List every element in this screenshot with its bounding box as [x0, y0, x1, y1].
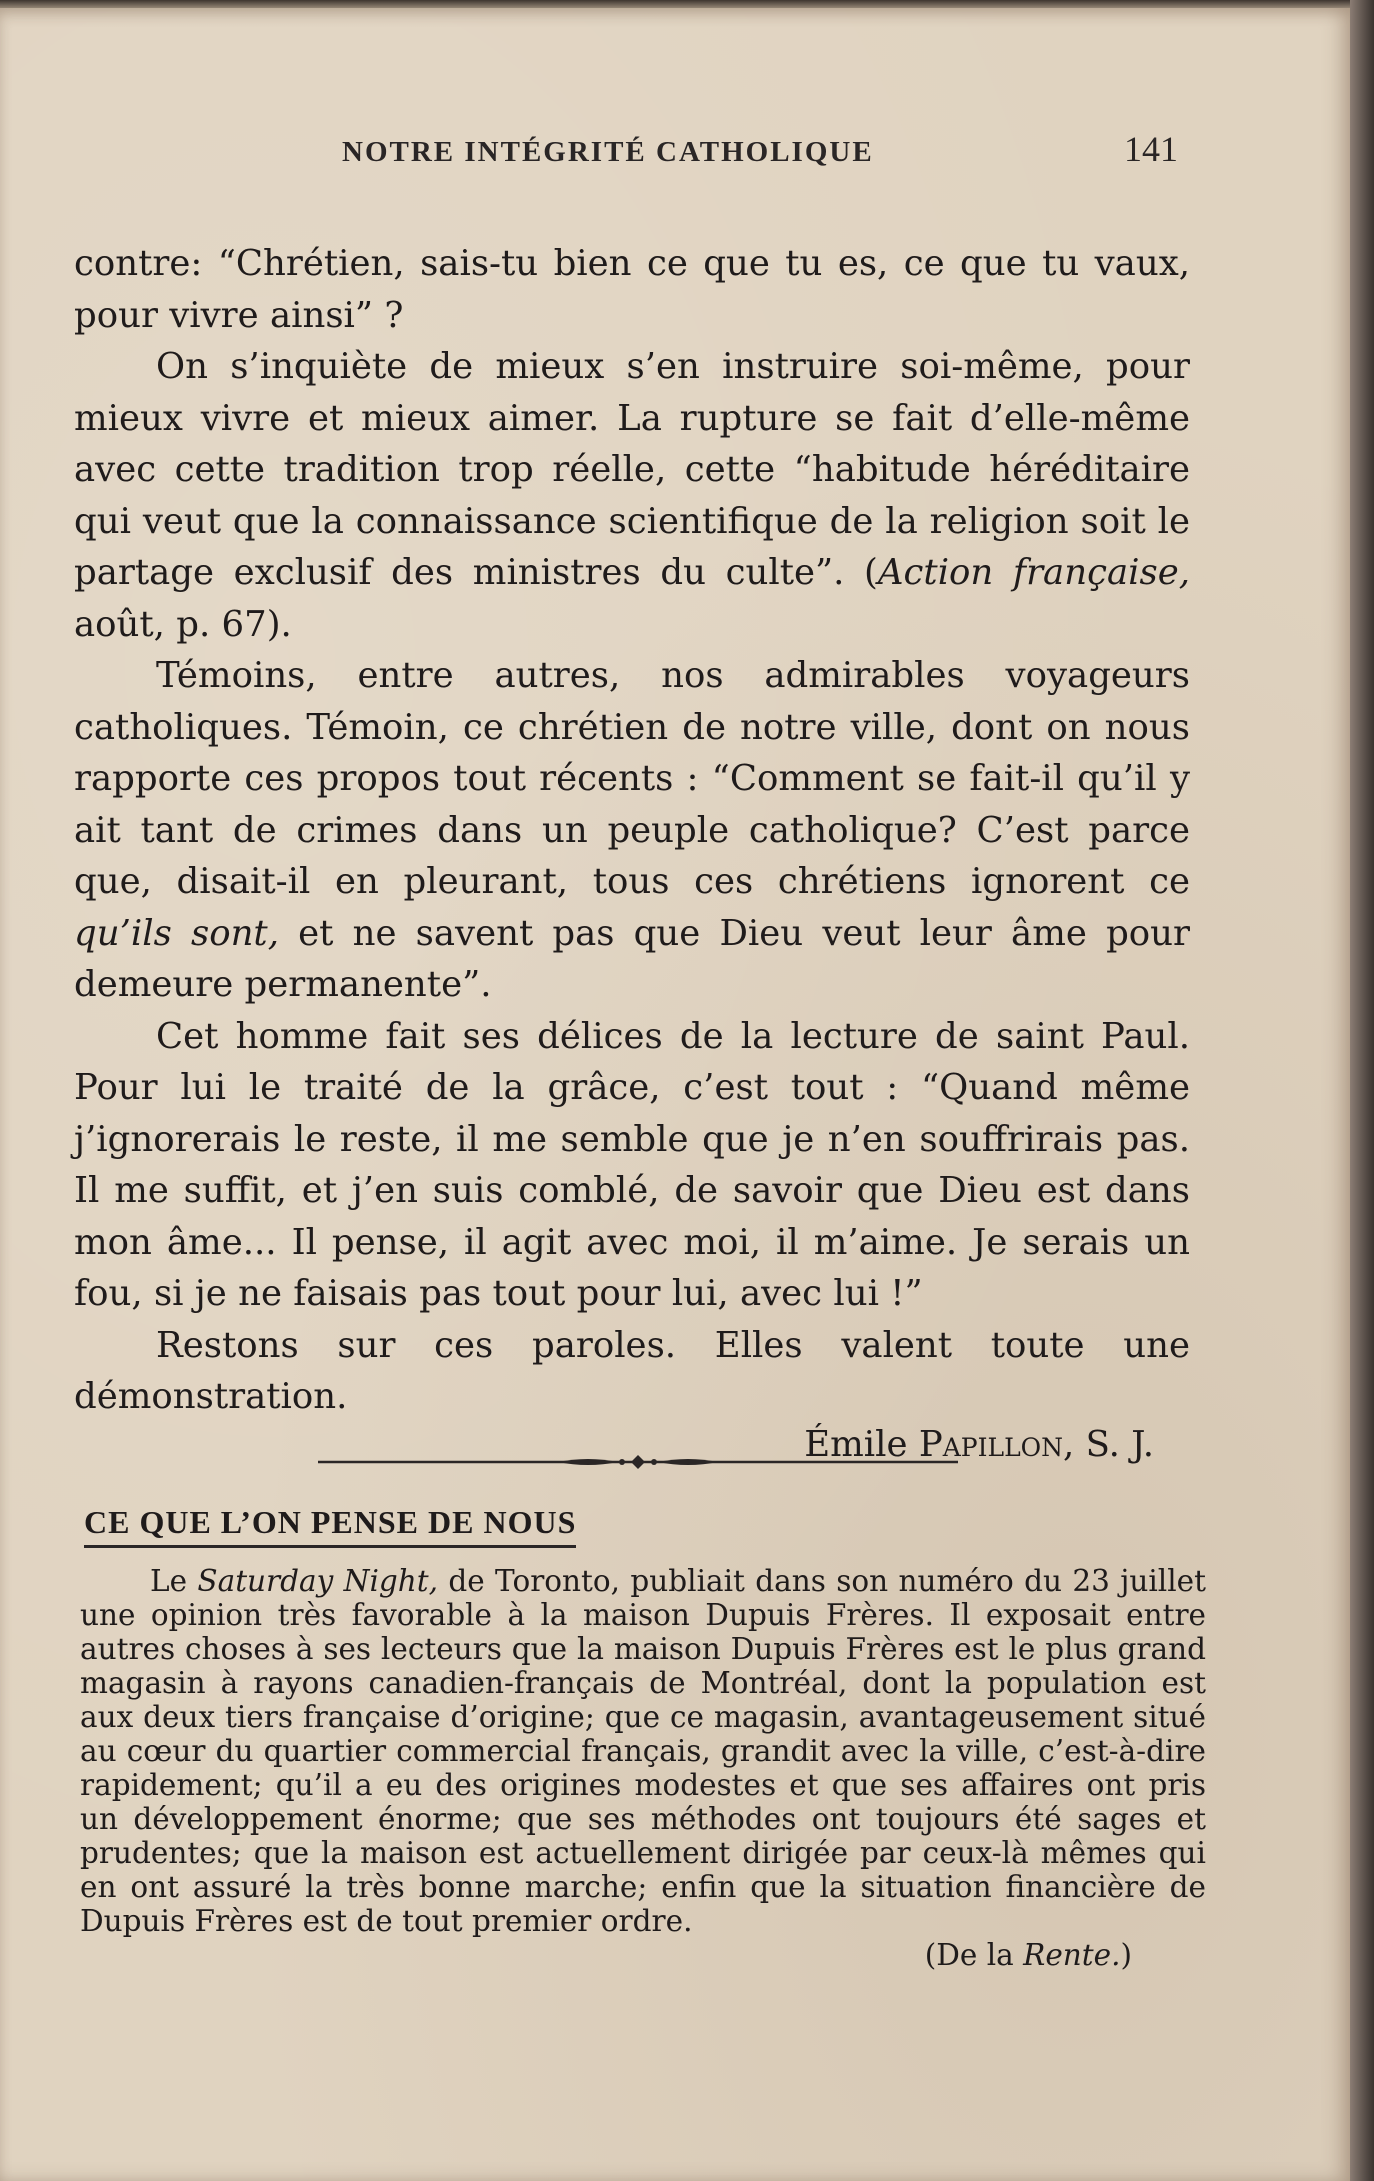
- paragraph-1: contre: “Chrétien, sais-tu bien ce que tu es, ce que tu vaux, pour vivre ainsi” ?: [74, 243, 1190, 336]
- source-close: ): [1120, 1938, 1132, 1972]
- section-text-a: Le: [150, 1564, 198, 1598]
- signature-first-name: Émile: [804, 1423, 908, 1465]
- page-number: 141: [1124, 129, 1178, 169]
- article-body: [74, 238, 1190, 1470]
- paragraph-4: Cet homme fait ses délices de la lecture de saint Paul. Pour lui le traité de la grâce, c’est tout : “Quand même j’ignorerais le reste, il me semble que je n’en souffrirais pas. Il me suffit, et j’en suis comblé, de savoir que Dieu est dans mon âme... Il pense, il agit avec moi, il m’aime. Je serais un fou, si je ne faisais pas tout pour lui, avec lui !”: [74, 1015, 1190, 1314]
- running-title: NOTRE INTÉGRITÉ CATHOLIQUE: [342, 136, 874, 168]
- paragraph-2: [74, 341, 1190, 650]
- newspaper-name: Saturday Night,: [197, 1564, 439, 1598]
- page-right-edge: [1350, 0, 1374, 2181]
- section-text-b: de Toronto, publiait dans son numéro du 23 juillet une opinion très favorable à la maison Dupuis Frères. Il exposait entre autres choses à ses lecteurs que la maison Dupuis Frères est le plus grand magasin à rayons canadien-français de Montréal, dont la population est aux deux tiers française d’origine; que ce magasin, avantageusement situé au cœur du quartier commercial français, grandit avec la ville, c’est-à-dire rapidement; qu’il a eu des origines modestes et que ses affaires ont pris un développement énorme; que ses méthodes ont toujours été sages et prudentes; que la maison est actuellement dirigée par ceux-là mêmes qui en ont assuré la très bonne marche; enfin que la situation financière de Dupuis Frères est de tout premier ordre.: [80, 1564, 1206, 1938]
- section-divider-ornament: [318, 1454, 958, 1470]
- paragraph-2-source: Action française,: [877, 552, 1190, 593]
- paragraph-3-emphasis: qu’ils sont,: [74, 912, 279, 954]
- signature-surname: Papillon: [918, 1423, 1064, 1465]
- section-source: [80, 1938, 1206, 1972]
- section-body: [80, 1564, 1206, 1972]
- signature-order: , S. J.: [1063, 1423, 1154, 1465]
- paragraph-5: Restons sur ces paroles. Elles valent toute une démonstration.: [74, 1324, 1190, 1417]
- paragraph-3: [74, 650, 1190, 1011]
- source-publication: Rente.: [1023, 1938, 1121, 1972]
- source-open: (De la: [924, 1938, 1024, 1972]
- section-paragraph: [80, 1564, 1206, 1938]
- paragraph-2-text-b: août, p. 67).: [74, 603, 292, 645]
- paragraph-3-text-b: et ne savent pas que Dieu veut leur âme pour demeure permanente”.: [74, 912, 1190, 1005]
- section-title: CE QUE L’ON PENSE DE NOUS: [84, 1504, 576, 1548]
- paragraph-2-text-a: On s’inquiète de mieux s’en instruire soi-même, pour mieux vivre et mieux aimer. La rupture se fait d’elle-même avec cette tradition trop réelle, cette “habitude héréditaire qui veut que la connaissance scientifique de la religion soit le partage exclusif des ministres du culte”. (: [74, 346, 1190, 593]
- paragraph-3-text-a: Témoins, entre autres, nos admirables voyageurs catholiques. Témoin, ce chrétien de notre ville, dont on nous rapporte ces propos tout récents : “Comment se fait-il qu’il y ait tant de crimes dans un peuple catholique? C’est parce que, disait-il en pleurant, tous ces chrétiens ignorent ce: [74, 655, 1190, 902]
- book-page: [0, 8, 1350, 2181]
